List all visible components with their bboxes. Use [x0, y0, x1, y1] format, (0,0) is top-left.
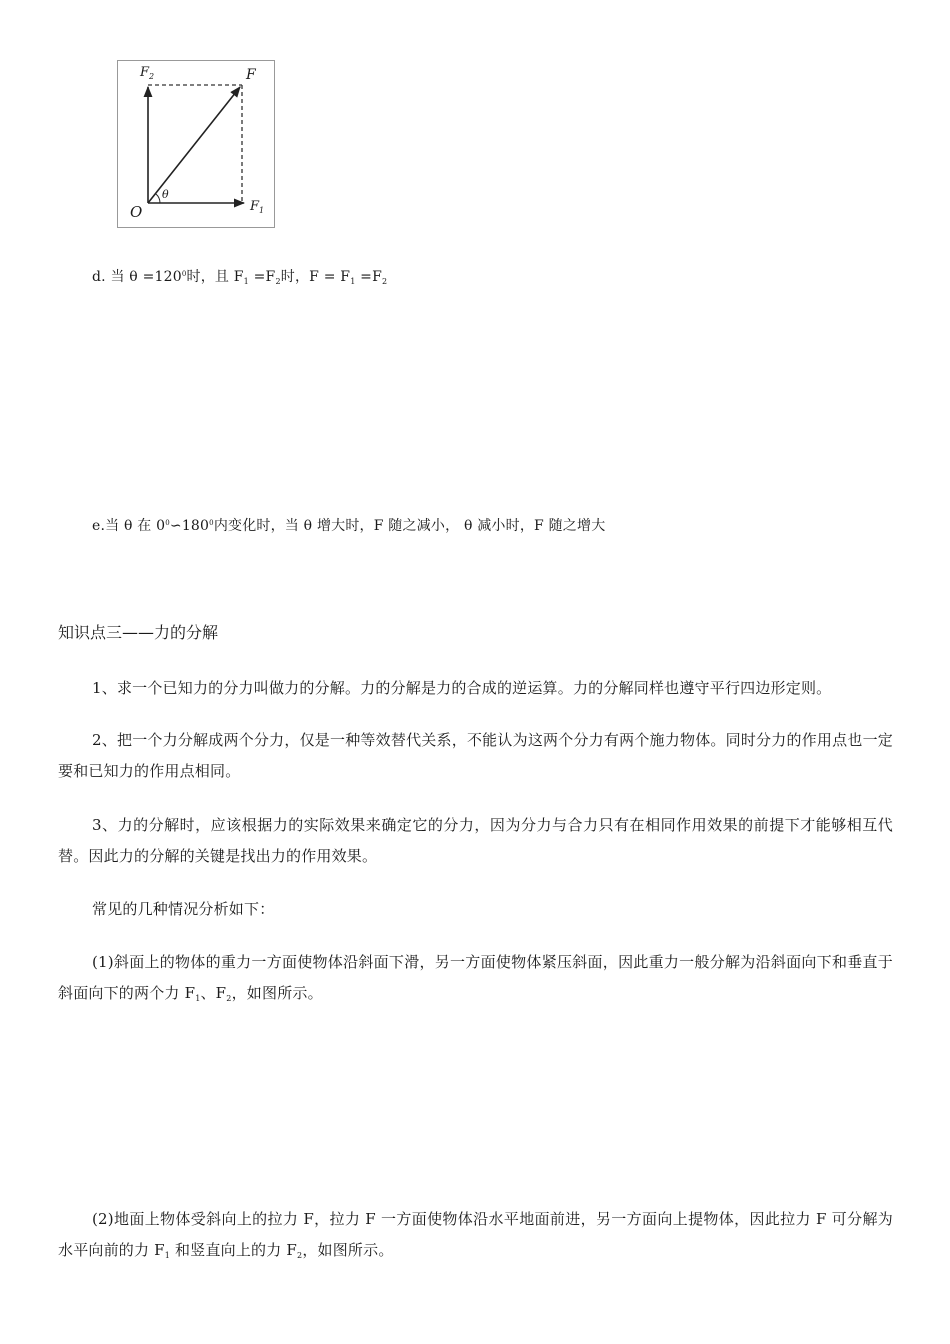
section-title: 知识点三——力的分解 [58, 623, 219, 642]
paragraph-3: 3、力的分解时，应该根据力的实际效果来确定它的分力，因为分力与合力只有在相同作用效果的前提下才能够相互代替。因此力的分解的关键是找出力的作用效果。 [58, 816, 893, 865]
paragraph-1: 1、求一个已知力的分力叫做力的分解。力的分解是力的合成的逆运算。力的分解同样也遵守平行四边形定则。 [92, 679, 832, 697]
label-o: O [130, 203, 143, 221]
label-f1: $F_1$ [250, 199, 265, 215]
paragraph-5: (1)斜面上的物体的重力一方面使物体沿斜面下滑，另一方面使物体紧压斜面，因此重力一般分解为沿斜面向下和垂直于斜面向下的两个力 $F_1$、$F_2$，如图所示。 [58, 953, 893, 1003]
label-f: F [246, 67, 256, 83]
theta-arc [156, 194, 161, 203]
label-theta: θ [162, 188, 169, 201]
label-f2: $F_2$ [140, 65, 155, 81]
paragraph-2: 2、把一个力分解成两个分力，仅是一种等效替代关系，不能认为这两个分力有两个施力物体。同时分力的作用点也一定要和已知力的作用点相同。 [58, 731, 893, 780]
f-resultant-vector [148, 87, 240, 203]
paragraph-6: (2)地面上物体受斜向上的拉力 F，拉力 F 一方面使物体沿水平地面前进，另一方面向上提物体，因此拉力 F 可分解为水平向前的力 $F_1$ 和竖直向上的力 $F_2$，如图所示。 [58, 1210, 893, 1260]
force-diagram [117, 60, 275, 228]
item-e: e.当 θ 在 $0^0∽180^0$内变化时，当 θ 增大时，F 随之减小， θ 减小时，F 随之增大 [92, 518, 606, 534]
item-d: d. 当 $\theta =120^0$时，且 $F_1 =F_2$时，$F = F_1 =F_2$ [92, 269, 388, 286]
paragraph-4: 常见的几种情况分析如下： [92, 900, 275, 918]
